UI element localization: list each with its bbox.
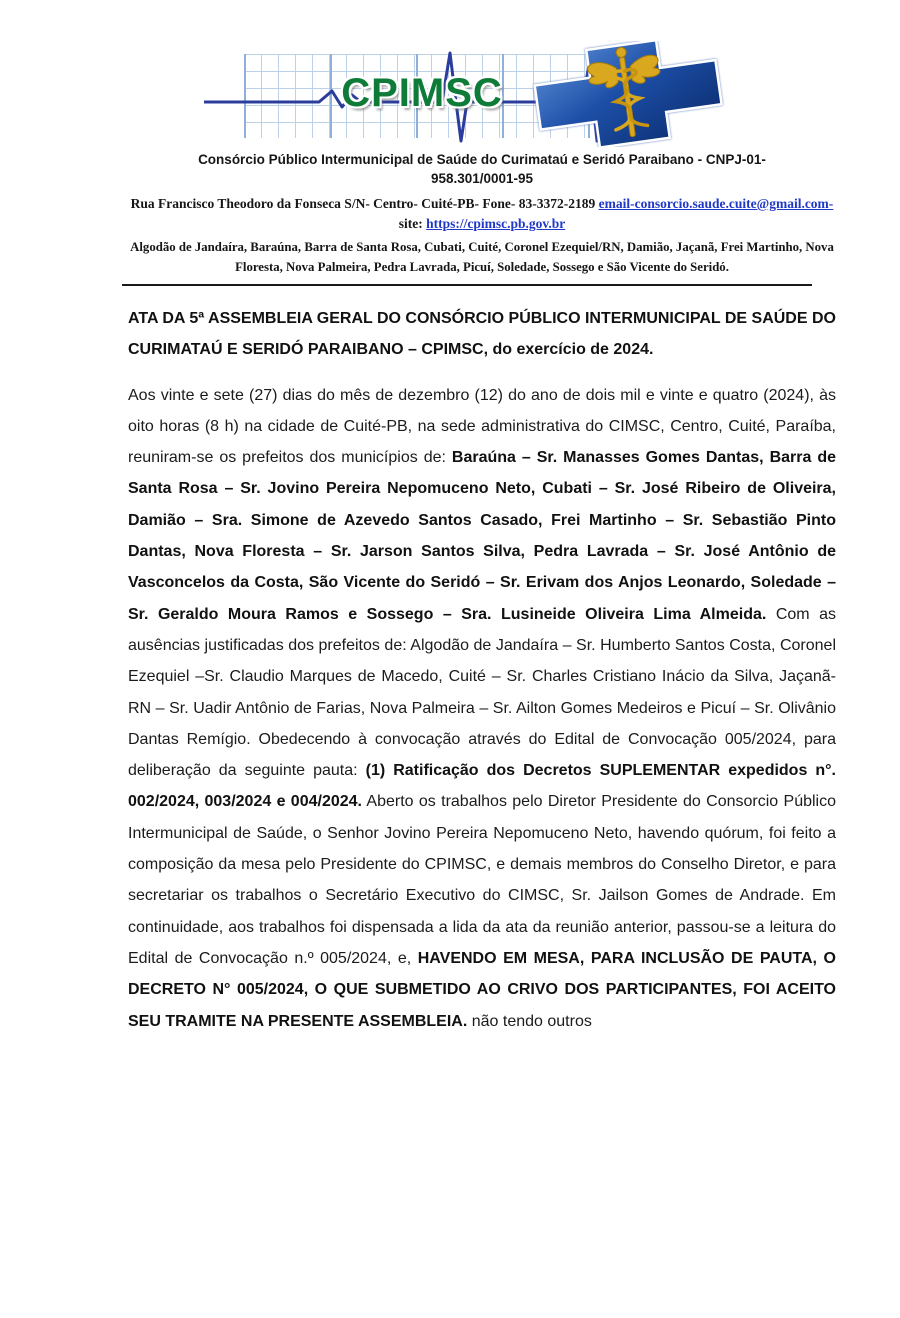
logo-acronym-text: CPIMSC <box>341 71 503 115</box>
site-label: site: <box>398 216 427 231</box>
address-text: Rua Francisco Theodoro da Fonseca S/N- Centro- Cuité-PB- Fone- 83-3372-2189 <box>130 196 599 211</box>
document-page <box>0 45 900 1318</box>
medical-cross-caduceus-icon <box>530 41 725 147</box>
site-link[interactable]: https://cpimsc.pb.gov.br <box>426 216 566 231</box>
address-line <box>128 194 836 214</box>
cpimsc-logo <box>242 45 722 142</box>
document-title: ATA DA 5ª ASSEMBLEIA GERAL DO CONSÓRCIO PÚBLICO INTERMUNICIPAL DE SAÚDE DO CURIMATAÚ E SERIDÓ PARAIBANO – CPIMSC, do exercício de 2024. <box>128 310 836 359</box>
header-divider <box>122 284 812 286</box>
email-link[interactable]: email-consorcio.saude.cuite@gmail.com- <box>598 196 834 211</box>
body-paragraph: Aos vinte e sete (27) dias do mês de dezembro (12) do ano de dois mil e vinte e quatro (2024), às oito horas (8 h) na cidade de Cuité-PB, na sede administrativa do CIMSC, Centro, Cuité, Paraíba, reuniram-se os prefeitos dos municípios de: Baraúna – Sr. Manasses Gomes Dantas, Barra de Santa Rosa – Sr. Jovino Pereira Nepomuceno Neto, Cubati – Sr. José Ribeiro de Oliveira, Damião – Sra. Simone de Azevedo Santos Casado, Frei Martinho – Sr. Sebastião Pinto Dantas, Nova Floresta – Sr. Jarson Santos Silva, Pedra Lavrada – Sr. José Antônio de Vasconcelos da Costa, São Vicente do Seridó – Sr. Erivam dos Anjos Leonardo, Soledade – Sr. Geraldo Moura Ramos e Sossego – Sra. Lusineide Oliveira Lima Almeida. Com as ausências justificadas dos prefeitos de: Algodão de Jandaíra – Sr. Humberto Santos Costa, Coronel Ezequiel –Sr. Claudio Marques de Macedo, Cuité – Sr. Charles Cristiano Inácio da Silva, Jaçanã-RN – Sr. Uadir Antônio de Farias, Nova Palmeira – Sr. Ailton Gomes Medeiros e Picuí – Sr. Olivânio Dantas Remígio. Obedecendo à convocação através do Edital de Convocação 005/2024, para deliberação da seguinte pauta: (1) Ratificação dos Decretos SUPLEMENTAR expedidos n°. 002/2024, 003/2024 e 004/2024. Aberto os trabalhos pelo Diretor Presidente do Consorcio Público Intermunicipal de Saúde, o Senhor Jovino Pereira Nepomuceno Neto, havendo quórum, foi feito a composição da mesa pelo Presidente do CPIMSC, e demais membros do Conselho Diretor, e para secretariar os trabalhos o Secretário Executivo do CIMSC, Sr. Jailson Gomes de Andrade. Em continuidade, aos trabalhos foi dispensada a lida da ata da reunião anterior, passou-se a leitura do Edital de Convocação n.º 005/2024, e, HAVENDO EM MESA, PARA INCLUSÃO DE PAUTA, O DECRETO N° 005/2024, O QUE SUBMETIDO AO CRIVO DOS PARTICIPANTES, FOI ACEITO SEU TRAMITE NA PRESENTE ASSEMBLEIA. não tendo outros <box>128 386 837 1030</box>
municipalities-list: Algodão de Jandaíra, Baraúna, Barra de Santa Rosa, Cubati, Cuité, Coronel Ezequiel/RN, Damião, Jaçanã, Frei Martinho, Nova Floresta, Nova Palmeira, Pedra Lavrada, Picuí, Soledade, Sossego e São Vicente do Seridó. <box>130 240 834 274</box>
org-name: Consórcio Público Intermunicipal de Saúde do Curimataú e Seridó Paraibano - CNPJ-01-958.301/0001-95 <box>198 152 766 186</box>
site-line <box>128 214 836 234</box>
header-block <box>0 150 900 286</box>
document-content <box>0 303 900 1037</box>
